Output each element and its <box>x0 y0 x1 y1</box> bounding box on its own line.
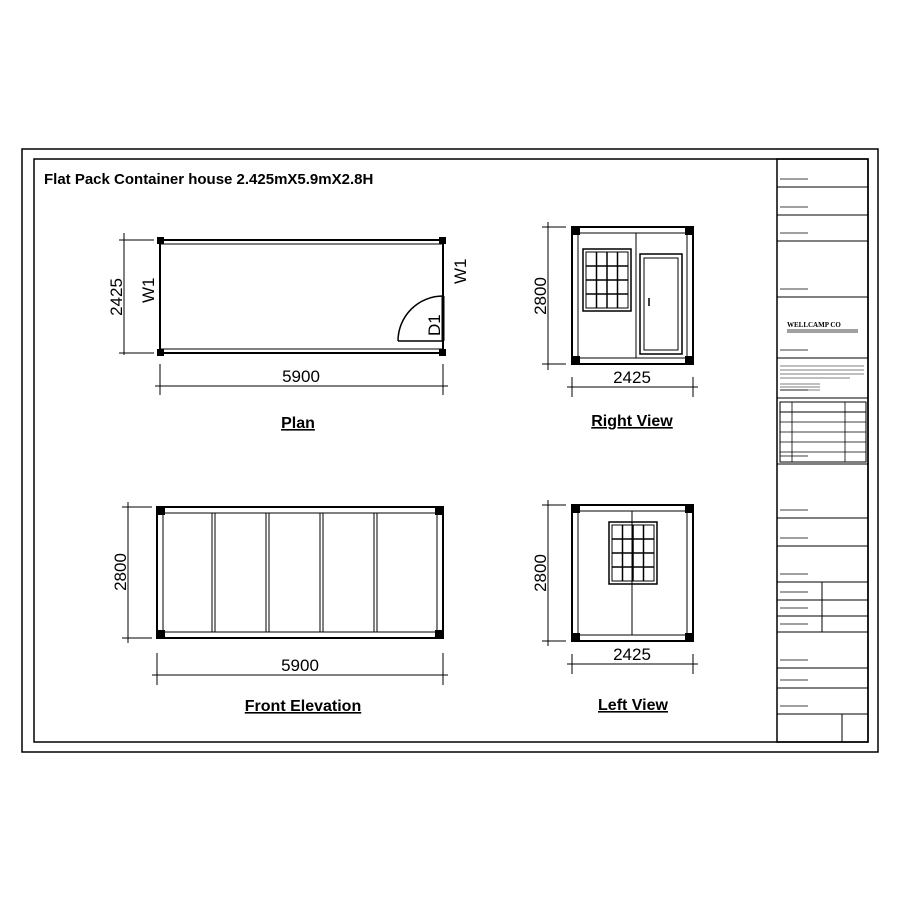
drawing-title: Flat Pack Container house 2.425mX5.9mX2.8H <box>44 171 374 188</box>
corner-post <box>572 227 580 235</box>
outer-frame <box>22 149 878 752</box>
left-view-label: Left View <box>598 697 668 714</box>
right-view-width-dim: 2425 <box>613 368 651 387</box>
front-elevation-height-dim: 2800 <box>111 553 130 591</box>
corner-post <box>157 349 164 356</box>
left-view-width-dim: 2425 <box>613 645 651 664</box>
plan-label: Plan <box>281 415 315 432</box>
front-elevation-length-dim: 5900 <box>281 656 319 675</box>
right-view-height-dim: 2800 <box>531 277 550 315</box>
corner-post <box>439 349 446 356</box>
company-logo: WELLCAMP CO <box>787 321 841 329</box>
corner-post <box>685 633 693 641</box>
corner-post <box>439 237 446 244</box>
window-tag-right: W1 <box>451 258 470 284</box>
window-tag-left: W1 <box>139 277 158 303</box>
corner-post <box>435 630 443 638</box>
corner-post <box>435 507 443 515</box>
door-tag: D1 <box>425 314 444 336</box>
plan-width-dim: 2425 <box>107 278 126 316</box>
right-view-label: Right View <box>591 413 673 430</box>
corner-post <box>685 505 693 513</box>
corner-post <box>572 633 580 641</box>
front-elevation-label: Front Elevation <box>244 698 362 715</box>
corner-post <box>157 630 165 638</box>
corner-post <box>685 227 693 235</box>
corner-post <box>685 356 693 364</box>
corner-post <box>157 237 164 244</box>
corner-post <box>572 356 580 364</box>
left-view-height-dim: 2800 <box>531 554 550 592</box>
corner-post <box>157 507 165 515</box>
plan-length-dim: 5900 <box>282 367 320 386</box>
corner-post <box>572 505 580 513</box>
